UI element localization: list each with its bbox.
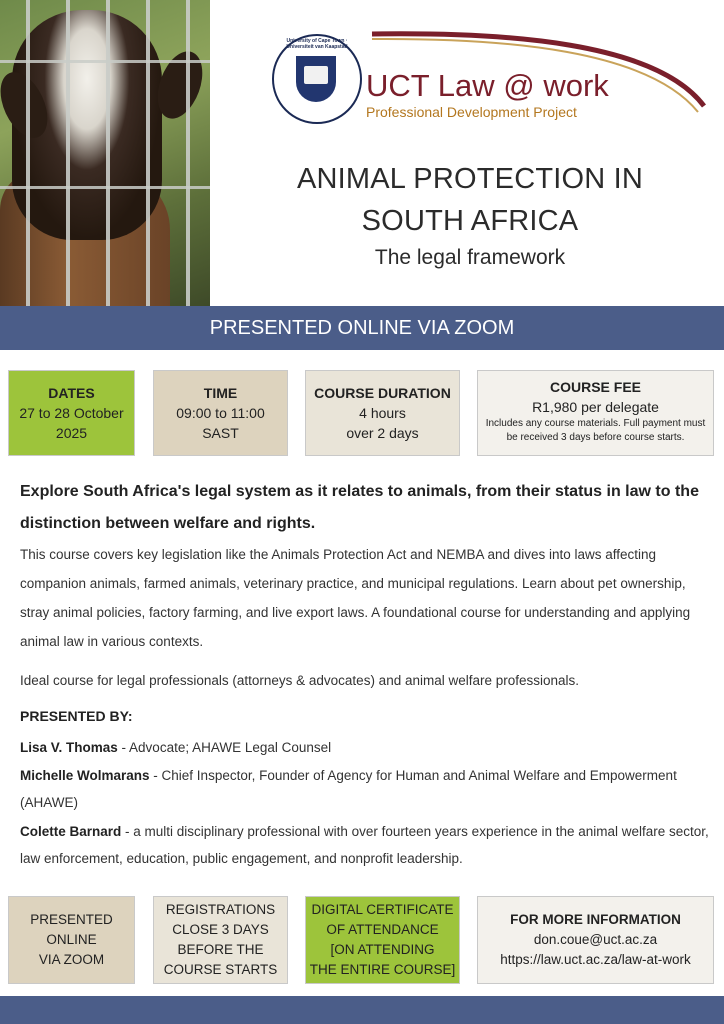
fee-note: Includes any course materials. Full payment must be received 3 days before course starts. xyxy=(485,418,706,443)
fence-bar xyxy=(146,0,150,306)
fence-bar xyxy=(106,0,110,306)
contact-email-link[interactable]: don.coue@uct.ac.za xyxy=(533,932,658,947)
online-line-3: VIA ZOOM xyxy=(38,952,105,967)
presenter-1 xyxy=(20,734,710,761)
presenter-2-desc: - Chief Inspector, Founder of Agency for Human and Animal Welfare and Empowerment (AHAWE) xyxy=(20,768,677,810)
goat-ear-right xyxy=(149,45,210,124)
more-info-label: FOR MORE INFORMATION xyxy=(510,912,681,927)
time-value: 09:00 to 11:00 xyxy=(176,405,265,421)
certificate-line-1: DIGITAL CERTIFICATE xyxy=(311,902,454,917)
fee-box xyxy=(477,370,714,456)
time-label: TIME xyxy=(203,385,238,401)
course-title-line2: SOUTH AFRICA xyxy=(361,205,579,237)
course-title xyxy=(250,158,690,242)
time-box xyxy=(153,370,288,456)
presenter-1-desc: - Advocate; AHAWE Legal Counsel xyxy=(117,740,332,755)
certificate-line-4: THE ENTIRE COURSE] xyxy=(309,962,456,977)
dates-box xyxy=(8,370,135,456)
online-box xyxy=(8,896,135,984)
uct-logo xyxy=(272,28,712,128)
fence-rail xyxy=(0,186,210,189)
registrations-line-4: COURSE STARTS xyxy=(163,962,278,977)
online-banner: PRESENTED ONLINE VIA ZOOM xyxy=(0,306,724,350)
duration-hours: 4 hours xyxy=(359,405,406,421)
time-zone: SAST xyxy=(202,425,239,441)
course-title-line1: ANIMAL PROTECTION IN xyxy=(296,163,644,195)
shield-icon xyxy=(296,56,336,102)
presenter-3 xyxy=(20,818,710,872)
course-subtitle: The legal framework xyxy=(374,246,566,269)
hero-photo-goat xyxy=(0,0,210,306)
registrations-line-1: REGISTRATIONS xyxy=(165,902,276,917)
goat-head xyxy=(12,10,162,240)
fee-value: R1,980 per delegate xyxy=(532,399,659,415)
brand-subtitle: Professional Development Project xyxy=(366,104,577,120)
presenter-2-name: Michelle Wolmarans xyxy=(20,768,150,783)
duration-box xyxy=(305,370,460,456)
more-info-box xyxy=(477,896,714,984)
fence-bar xyxy=(186,0,190,306)
uct-seal-icon xyxy=(272,34,362,124)
presenter-2 xyxy=(20,762,710,816)
registrations-line-3: BEFORE THE xyxy=(177,942,264,957)
footer-band xyxy=(0,996,724,1024)
certificate-line-3: [ON ATTENDING xyxy=(330,942,435,957)
fence-rail xyxy=(0,60,210,63)
presenter-3-name: Colette Barnard xyxy=(20,824,122,839)
seal-text: University of Cape Town · Universiteit van Kaapstad xyxy=(286,38,348,50)
presenter-1-name: Lisa V. Thomas xyxy=(20,740,118,755)
website-link[interactable]: https://law.uct.ac.za/law-at-work xyxy=(500,952,691,967)
duration-days: over 2 days xyxy=(346,425,419,441)
fee-label: COURSE FEE xyxy=(549,379,641,395)
brand-title: UCT Law @ work xyxy=(366,68,609,103)
fence-bar xyxy=(66,0,70,306)
audience-note: Ideal course for legal professionals (attorneys & advocates) and animal welfare professionals. xyxy=(20,673,580,688)
online-line-2: ONLINE xyxy=(46,932,97,947)
course-intro: Explore South Africa's legal system as it relates to animals, from their status in law to the distinction between welfare and rights. xyxy=(20,483,699,532)
registrations-box xyxy=(153,896,288,984)
registrations-line-2: CLOSE 3 DAYS xyxy=(172,922,269,937)
presenters-heading: PRESENTED BY: xyxy=(20,708,133,724)
dates-label: DATES xyxy=(48,385,95,401)
online-line-1: PRESENTED xyxy=(30,912,113,927)
course-description: This course covers key legislation like the Animals Protection Act and NEMBA and dives into laws affecting companion animals, farmed animals, veterinary practice, and municipal regulations. Learn about pet ownership, stray animal policies, factory farming, and live export laws. A foundational course for understanding and applying animal law in various contexts. xyxy=(20,547,691,649)
dates-value: 27 to 28 October xyxy=(19,405,124,421)
presenter-3-desc: - a multi disciplinary professional with over fourteen years experience in the animal welfare sector, law enforcement, education, public engagement, and nonprofit leadership. xyxy=(20,824,709,866)
certificate-line-2: OF ATTENDANCE xyxy=(326,922,439,937)
certificate-box xyxy=(305,896,460,984)
dates-year: 2025 xyxy=(55,425,88,441)
duration-label: COURSE DURATION xyxy=(314,385,451,401)
fence-bar xyxy=(26,0,30,306)
